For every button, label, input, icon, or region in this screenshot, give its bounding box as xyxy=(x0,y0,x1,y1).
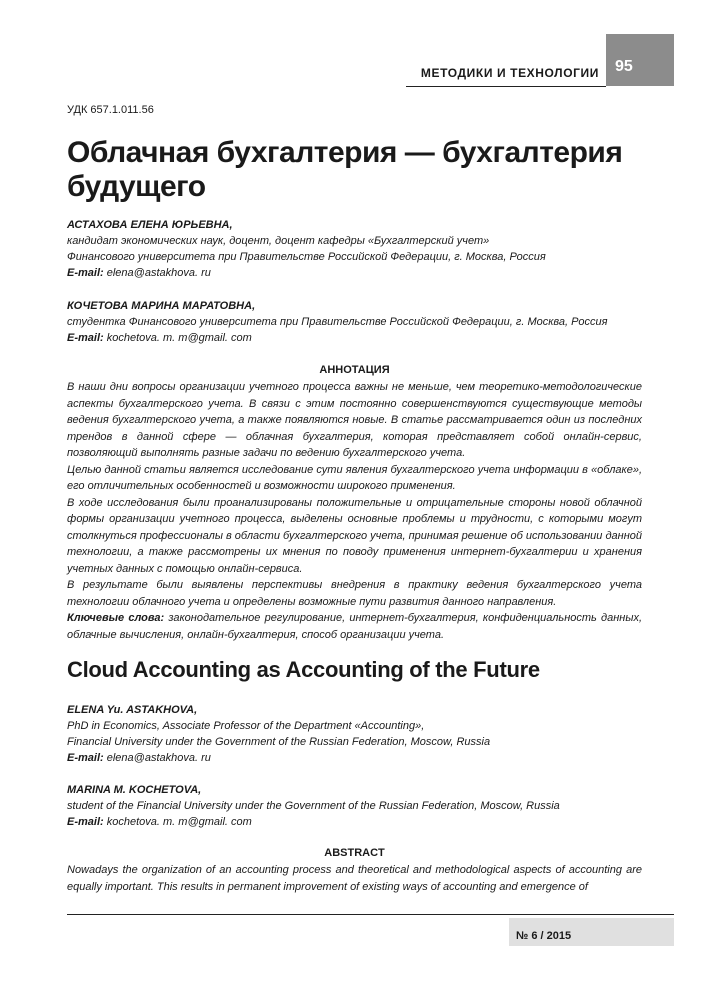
author-position: кандидат экономических наук, доцент, доцент кафедры «Бухгалтерский учет» xyxy=(67,235,490,247)
author-block-2-en xyxy=(67,782,647,830)
email-value: kochetova. m. m@gmail. com xyxy=(103,816,252,828)
keywords xyxy=(67,610,642,643)
annotation-paragraph: Целью данной статьи является исследование сути явления бухгалтерского учета информации в «облаке», его отличительных особенностей и возможности широкого применения. xyxy=(67,463,642,492)
author-email xyxy=(67,265,647,281)
footer-rule xyxy=(67,914,674,915)
author-position: PhD in Economics, Associate Professor of the Department «Accounting», xyxy=(67,720,425,732)
author-email xyxy=(67,750,647,766)
article-title-en: Cloud Accounting as Accounting of the Future xyxy=(67,657,540,682)
author-block-1-ru xyxy=(67,217,647,281)
email-value: elena@astakhova. ru xyxy=(103,752,211,764)
author-name: ELENA Yu. ASTAKHOVA, xyxy=(67,704,198,716)
page-number: 95 xyxy=(615,58,633,75)
abstract-paragraph: Nowadays the organization of an accounting process and theoretical and methodological aspects of accounting are equally important. This results in permanent improvement of existing ways of accounting and emergence of xyxy=(67,864,642,893)
author-block-1-en xyxy=(67,702,647,766)
header-rule xyxy=(406,86,606,87)
udk-code: УДК 657.1.011.56 xyxy=(67,104,154,116)
author-name: АСТАХОВА ЕЛЕНА ЮРЬЕВНА, xyxy=(67,219,233,231)
keywords-label: Ключевые слова: xyxy=(67,612,165,624)
annotation-body xyxy=(67,379,642,643)
email-value: kochetova. m. m@gmail. com xyxy=(103,332,252,344)
author-email xyxy=(67,814,647,830)
author-block-2-ru xyxy=(67,298,647,346)
author-name: MARINA M. KOCHETOVA, xyxy=(67,784,202,796)
email-label: E-mail: xyxy=(67,332,104,344)
author-affiliation: Financial University under the Government of the Russian Federation, Moscow, Russia xyxy=(67,736,491,748)
email-label: E-mail: xyxy=(67,816,104,828)
keywords-value: законодательное регулирование, интернет-бухгалтерия, конфиденциальность данных, облачные вычисления, онлайн-бухгалтерия, способ организации учета. xyxy=(67,612,643,641)
author-name: КОЧЕТОВА МАРИНА МАРАТОВНА, xyxy=(67,300,256,312)
issue-number: № 6 / 2015 xyxy=(516,930,572,942)
author-affiliation: студентка Финансового университета при Правительстве Российской Федерации, г. Москва, Россия xyxy=(67,316,608,328)
email-value: elena@astakhova. ru xyxy=(103,267,211,279)
running-header-title: МЕТОДИКИ И ТЕХНОЛОГИИ xyxy=(420,66,599,80)
email-label: E-mail: xyxy=(67,267,104,279)
author-affiliation: student of the Financial University under the Government of the Russian Federation, Moscow, Russia xyxy=(67,800,560,812)
annotation-heading: АННОТАЦИЯ xyxy=(319,364,390,376)
author-affiliation: Финансового университета при Правительстве Российской Федерации, г. Москва, Россия xyxy=(67,251,546,263)
abstract-heading: ABSTRACT xyxy=(324,847,385,859)
abstract-body xyxy=(67,862,642,895)
annotation-paragraph: В наши дни вопросы организации учетного процесса важны не меньше, чем теоретико-методологические аспекты бухгалтерского учета. В связи с этим постоянно совершенствуются существующие методы ведения бухгалтерского учета, а также появляются новые. В статье рассматривается один из последних трендов в данной сфере — облачная бухгалтерия, которая представляет собой онлайн-сервис, позволяющий выполнять разные задачи по ведению бухгалтерского учета. xyxy=(67,381,642,459)
article-title-ru: Облачная бухгалтерия — бухгалтерия будущего xyxy=(67,136,623,203)
annotation-paragraph: В результате были выявлены перспективы внедрения в практику ведения бухгалтерского учета технологии облачного учета и определены возможные пути развития данного направления. xyxy=(67,579,642,608)
author-email xyxy=(67,330,647,346)
email-label: E-mail: xyxy=(67,752,104,764)
annotation-paragraph: В ходе исследования были проанализированы положительные и отрицательные стороны новой облачной формы организации учетного процесса, выделены основные проблемы и трудности, с которыми могут столкнуться профессионалы в области бухгалтерского учета, принимая решение об использовании данной технологии, а также рассмотрены их мнения по поводу применения интернет-бухгалтерии и хранения учетных данных с помощью онлайн-сервиса. xyxy=(67,496,642,575)
